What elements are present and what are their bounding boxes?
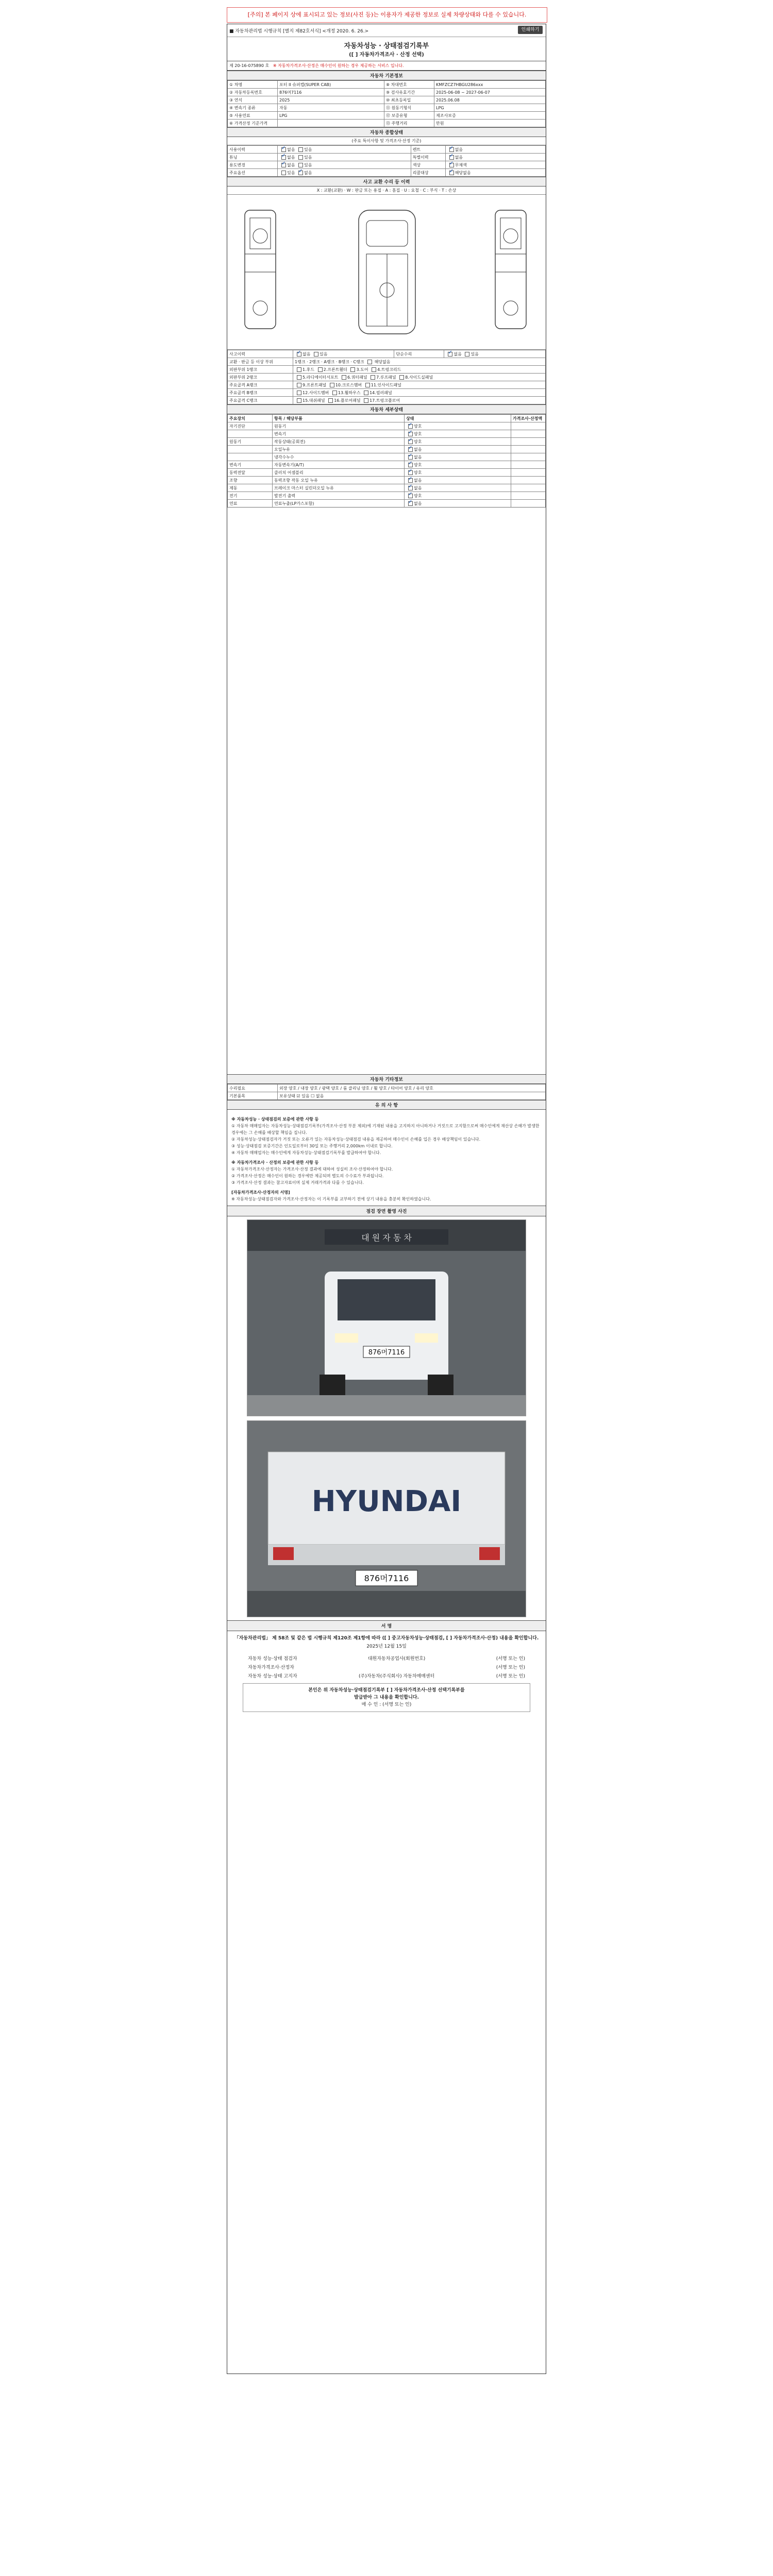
price-signer-heading: [자동차가격조사·산정자의 서명] bbox=[231, 1190, 290, 1195]
price-warranty-lines bbox=[231, 1166, 542, 1186]
detail-state: ✓ 없음 bbox=[405, 477, 511, 484]
detail-row bbox=[228, 492, 546, 500]
vehicle-top-view-diagram bbox=[338, 205, 436, 339]
field-value: 제조사보증 bbox=[434, 112, 546, 120]
price-service-note: ※ 자동차가격조사·산정은 매수인이 원하는 경우 제공하는 서비스 입니다. bbox=[273, 63, 404, 68]
detail-row bbox=[228, 469, 546, 477]
detail-group: 전기 bbox=[228, 492, 273, 500]
buyer-signature: 매 수 인 : (서명 또는 인) bbox=[361, 1702, 412, 1707]
warranty-heading: ※ 자동차성능 · 상태점검의 보증에 관한 사항 등 bbox=[231, 1117, 319, 1122]
detail-state: ✓ 양호 bbox=[405, 438, 511, 446]
field-label: ⑫ 보증유형 bbox=[384, 112, 434, 120]
detail-state: ✓ 없음 bbox=[405, 453, 511, 461]
detail-row bbox=[228, 500, 546, 507]
field-value: 포터 II 슈퍼캡(SUPER CAB) bbox=[278, 81, 384, 89]
detail-row bbox=[228, 430, 546, 438]
detail-state: ✓ 양호 bbox=[405, 461, 511, 469]
check-icon bbox=[408, 439, 413, 444]
detail-group: 제동 bbox=[228, 484, 273, 492]
detail-group bbox=[228, 453, 273, 461]
detail-item: 자동변속기(A/T) bbox=[273, 461, 405, 469]
buyer-line-2: 발급받아 그 내용을 확인합니다. bbox=[354, 1695, 419, 1700]
field-label: ⑩ 최초등록일 bbox=[384, 96, 434, 104]
top-notice: [주의] 본 페이지 상에 표시되고 있는 정보(사진 등)는 이용자가 제공한 정보로 실제 차량상태와 다를 수 있습니다. bbox=[227, 7, 547, 23]
detail-state: ✓ 양호 bbox=[405, 492, 511, 500]
detail-row bbox=[228, 438, 546, 446]
detail-row bbox=[228, 484, 546, 492]
detail-group bbox=[228, 430, 273, 438]
detail-status-table: 주요장치 항목 / 해당부품 상태 가격조사·산정액 자기진단 원동기 ✓ 양호 변속기 ✓ 양호 원동기 작동상태(공회전) ✓ 양호 오일누유 ✓ 없음 냉각수누수 ✓ 없음 변속기 자동변속기(A/T) ✓ 양호 동력전달 클러치 어셈블리 ✓ 양호 조향 동력조향 작동 오일 누유 ✓ 없음 제동 브레이크 마스터 실린더오일 누유 ✓ 없음 전기 발전기 출력 ✓ 양호 연료 연료누출(LP가스포함) ✓ 없음 bbox=[227, 414, 546, 507]
detail-state: ✓ 없음 bbox=[405, 484, 511, 492]
detail-row bbox=[228, 461, 546, 469]
title-block bbox=[227, 37, 546, 61]
brand-text: HYUNDAI bbox=[311, 1485, 462, 1518]
basic-info-title: 자동차 기본정보 bbox=[227, 71, 546, 80]
detail-item: 클러치 어셈블리 bbox=[273, 469, 405, 477]
detail-price bbox=[511, 469, 546, 477]
signer-name: (주)자동차(주식회사) 자동차매매센터 bbox=[358, 1674, 435, 1679]
detail-item: 연료누출(LP가스포함) bbox=[273, 500, 405, 507]
detail-price bbox=[511, 422, 546, 430]
check-icon bbox=[408, 470, 413, 475]
basic-info-table bbox=[227, 80, 546, 127]
detail-price bbox=[511, 453, 546, 461]
field-value: 만원 bbox=[434, 120, 546, 127]
detail-grid-lines bbox=[227, 507, 546, 1074]
other-info-row bbox=[228, 1092, 546, 1100]
check-icon bbox=[408, 478, 413, 483]
detail-price bbox=[511, 484, 546, 492]
detail-status-title: 자동차 세부상태 bbox=[227, 404, 546, 414]
detail-price bbox=[511, 477, 546, 484]
detail-group: 변속기 bbox=[228, 461, 273, 469]
field-label: ② 자동차등록번호 bbox=[228, 89, 278, 96]
detail-price bbox=[511, 446, 546, 453]
record-number-line bbox=[227, 61, 546, 71]
detail-item: 발전기 출력 bbox=[273, 492, 405, 500]
detail-state: ✓ 없음 bbox=[405, 500, 511, 507]
detail-state: ✓ 양호 bbox=[405, 422, 511, 430]
record-number: 제 20-16-075890 호 bbox=[229, 63, 270, 68]
form-number: ■ 자동차관리법 시행규칙 [별지 제82호서식] <개정 2020. 6. 26.> bbox=[229, 29, 369, 34]
document-header bbox=[227, 24, 546, 37]
field-label: ⑬ 주행거리 bbox=[384, 120, 434, 127]
other-info-label: 기본품목 bbox=[228, 1092, 278, 1100]
sign-date: 2025년 12월 15일 bbox=[366, 1644, 407, 1649]
check-icon bbox=[408, 432, 413, 436]
overall-status-title: 자동차 종합상태 bbox=[227, 127, 546, 137]
other-info-value: 보유상태 ☑ 있음 ☐ 없음 bbox=[278, 1092, 546, 1100]
basic-info-row bbox=[228, 104, 546, 112]
detail-item: 원동기 bbox=[273, 422, 405, 430]
detail-item: 오일누유 bbox=[273, 446, 405, 453]
check-icon bbox=[408, 486, 413, 490]
other-info-table bbox=[227, 1084, 546, 1100]
document-title: 자동차성능 · 상태점검기록부 bbox=[344, 42, 429, 50]
signer-role: 자동차가격조사·산정자 bbox=[248, 1665, 294, 1670]
note-line: ③ 성능·상태점검 보증기간은 인도일로부터 30일 또는 주행거리 2,000km 이내로 합니다. bbox=[231, 1144, 393, 1148]
front-photo-image bbox=[247, 1220, 526, 1416]
detail-item: 브레이크 마스터 실린더오일 누유 bbox=[273, 484, 405, 492]
rear-plate: 876머7116 bbox=[364, 1573, 409, 1583]
vehicle-right-side-diagram bbox=[449, 205, 536, 334]
field-value: LPG bbox=[278, 112, 384, 120]
note-line: ② 자동차성능·상태점검자가 거짓 또는 오류가 있는 자동차성능·상태점검 내용을 제공하여 매수인이 손해를 입은 경우 배상책임이 있습니다. bbox=[231, 1137, 481, 1142]
other-info-row bbox=[228, 1084, 546, 1092]
overall-status-table: 사용이력 ✓ 없음 있음 렌트 ✓ 없음 튜닝 ✓ 없음 있음 특별이력 ✓ 없음 용도변경 ✓ 없음 있음 색상 ✓ 무채색 주요옵션 있음 ✓없음 리콜대상 ✓ 해당없음 bbox=[227, 145, 546, 177]
note-line: ④ 자동차 매매업자는 매수인에게 자동차성능·상태점검기록부를 발급하여야 합니다. bbox=[231, 1150, 381, 1155]
field-label: ① 차명 bbox=[228, 81, 278, 89]
field-value bbox=[278, 120, 384, 127]
field-value: LPG bbox=[434, 104, 546, 112]
field-label: ⑥ 가격산정 기준가격 bbox=[228, 120, 278, 127]
field-label: ⑨ 검사유효기간 bbox=[384, 89, 434, 96]
note-line: ① 자동차가격조사·산정자는 가격조사·산정 결과에 대하여 성실히 조사·산정하여야 합니다. bbox=[231, 1167, 393, 1172]
field-value: 876머7116 bbox=[278, 89, 384, 96]
field-value: 자동 bbox=[278, 104, 384, 112]
detail-row bbox=[228, 477, 546, 484]
detail-status-continued bbox=[227, 507, 546, 1074]
accident-history-title: 사고 교환 수리 등 이력 bbox=[227, 177, 546, 187]
detail-group: 연료 bbox=[228, 500, 273, 507]
detail-price bbox=[511, 492, 546, 500]
front-plate: 876머7116 bbox=[368, 1349, 405, 1357]
buyer-confirmation-box bbox=[243, 1683, 530, 1712]
note-line: ① 자동차 매매업자는 자동차성능·상태점검기록부(가격조사·산정 부분 제외)에 기재된 내용을 고지하지 아니하거나 거짓으로 고지함으로써 매수인에게 재산상 손해가 발생한 경우에는 그 손해를 배상할 책임을 집니다. bbox=[231, 1124, 540, 1135]
sign-row bbox=[227, 1654, 546, 1663]
check-icon bbox=[408, 447, 413, 452]
buyer-line-1: 본인은 위 자동차성능·상태점검기록부 [ ] 자동차가격조사·산정 선택기록부를 bbox=[308, 1688, 465, 1693]
rear-photo-image bbox=[247, 1421, 526, 1617]
photo-section-title: 점검 장면 촬영 사진 bbox=[227, 1206, 546, 1216]
check-icon bbox=[408, 424, 413, 429]
detail-group: 조향 bbox=[228, 477, 273, 484]
inspection-record-document bbox=[227, 24, 546, 2374]
accident-summary-table: 사고이력 ✓ 없음 있음 단순수리 ✓ 없음 있음 교환 · 판금 등 이상 부위 1랭크 · 2랭크 · A랭크 · B랭크 · C랭크 해당없음 외판부위 1랭크 1.후드 2.프론트휀더 3.도어 4.트렁크리드 외판부위 2랭크 5.라디에이터서포트 6.쿼터패널 7.루프패널 8.사이드실패널 주요골격 A랭크 9.프론트패널 10.크로스멤버 11.인사이드패널 주요골격 B랭크 12.사이드멤버 13.휠하우스 14.필러패널 주요골격 C랭크 15.대쉬패널 16.플로어패널 17.트렁크플로어 bbox=[227, 350, 546, 404]
field-value: 2025-06-08 ~ 2027-06-07 bbox=[434, 89, 546, 96]
basic-info-row bbox=[228, 89, 546, 96]
detail-item: 작동상태(공회전) bbox=[273, 438, 405, 446]
basic-info-row bbox=[228, 81, 546, 89]
signature-slot: (서명 또는 인) bbox=[496, 1656, 525, 1662]
detail-item: 냉각수누수 bbox=[273, 453, 405, 461]
detail-row bbox=[228, 446, 546, 453]
detail-row bbox=[228, 453, 546, 461]
field-label: ③ 연식 bbox=[228, 96, 278, 104]
other-info-title: 자동차 기타정보 bbox=[227, 1074, 546, 1084]
field-value: 2025 bbox=[278, 96, 384, 104]
detail-item: 동력조향 작동 오일 누유 bbox=[273, 477, 405, 484]
field-label: ④ 변속기 종류 bbox=[228, 104, 278, 112]
front-photo bbox=[247, 1219, 526, 1416]
detail-state: ✓ 양호 bbox=[405, 469, 511, 477]
basic-info-row bbox=[228, 96, 546, 104]
rear-photo bbox=[247, 1420, 526, 1617]
detail-price bbox=[511, 461, 546, 469]
overall-status-note: (주요 특이사항 및 가격조사·산정 기준) bbox=[227, 137, 546, 145]
vehicle-left-side-diagram bbox=[234, 205, 322, 334]
check-icon bbox=[408, 501, 413, 506]
garage-sign: 대 원 자 동 차 bbox=[361, 1233, 412, 1243]
detail-row bbox=[228, 422, 546, 430]
field-label: ⑤ 사용연료 bbox=[228, 112, 278, 120]
detail-group: 자기진단 bbox=[228, 422, 273, 430]
document-subtitle: ([ ] 자동차가격조사 · 산정 선택) bbox=[349, 52, 424, 58]
signer-role: 자동차 성능·상태 점검자 bbox=[248, 1656, 297, 1662]
other-info-label: 수리필요 bbox=[228, 1084, 278, 1092]
detail-group bbox=[228, 446, 273, 453]
sign-area bbox=[227, 1631, 546, 1654]
notes-title: 유 의 사 항 bbox=[227, 1100, 546, 1110]
confirmation-note: ※ 자동차성능·상태점검자와 가격조사·산정자는 이 기록부를 교부하기 전에 상기 내용을 충분히 확인하였습니다. bbox=[231, 1197, 431, 1201]
notes-area bbox=[227, 1110, 546, 1206]
warranty-lines bbox=[231, 1123, 542, 1156]
detail-price bbox=[511, 500, 546, 507]
field-label: ⑪ 원동기형식 bbox=[384, 104, 434, 112]
signer-name: 대원자동차공업사(회원번호) bbox=[367, 1656, 426, 1662]
check-icon bbox=[408, 463, 413, 467]
detail-state: ✓ 없음 bbox=[405, 446, 511, 453]
sign-section-title: 서 명 bbox=[227, 1620, 546, 1631]
other-info-value: 외장 양호 / 내장 양호 / 광택 양호 / 룸 클리닝 양호 / 휠 양호 / 타이어 양호 / 유리 양호 bbox=[278, 1084, 546, 1092]
sign-row bbox=[227, 1663, 546, 1671]
detail-group: 원동기 bbox=[228, 438, 273, 446]
detail-price bbox=[511, 430, 546, 438]
print-button[interactable]: 인쇄하기 bbox=[518, 26, 543, 34]
detail-item: 변속기 bbox=[273, 430, 405, 438]
signer-role: 자동차 성능·상태 고지자 bbox=[248, 1674, 297, 1679]
detail-price bbox=[511, 438, 546, 446]
price-warranty-heading: ※ 자동차가격조사 · 산정의 보증에 관한 사항 등 bbox=[231, 1160, 319, 1165]
note-line: ② 가격조사·산정은 매수인이 원하는 경우에만 제공되며 별도의 수수료가 부과됩니다. bbox=[231, 1174, 384, 1178]
field-label: ⑧ 차대번호 bbox=[384, 81, 434, 89]
note-line: ③ 가격조사·산정 결과는 참고자료이며 실제 거래가격과 다를 수 있습니다. bbox=[231, 1180, 364, 1185]
detail-group: 동력전달 bbox=[228, 469, 273, 477]
sign-rows bbox=[227, 1654, 546, 1680]
check-icon bbox=[408, 494, 413, 498]
signature-slot: (서명 또는 인) bbox=[496, 1665, 525, 1670]
accident-legend: X : 교환(교환) · W : 판금 또는 용접 · A : 흠집 · U : 요철 · C : 부식 · T : 손상 bbox=[227, 187, 546, 195]
check-icon bbox=[408, 455, 413, 460]
field-value: KMFZCZ7HBGU286xxx bbox=[434, 81, 546, 89]
basic-info-row bbox=[228, 120, 546, 127]
sign-statement: 「자동차관리법」 제 58조 및 같은 법 시행규칙 제120조 제1항에 따라 ([ ] 중고자동차성능·상태점검, [ ] 자동차가격조사·산정) 내용을 확인합니다. bbox=[234, 1636, 539, 1641]
field-value: 2025.06.08 bbox=[434, 96, 546, 104]
detail-state: ✓ 양호 bbox=[405, 430, 511, 438]
sign-row bbox=[227, 1671, 546, 1680]
signature-slot: (서명 또는 인) bbox=[496, 1674, 525, 1679]
vehicle-diagram-area bbox=[227, 195, 546, 350]
basic-info-row bbox=[228, 112, 546, 120]
